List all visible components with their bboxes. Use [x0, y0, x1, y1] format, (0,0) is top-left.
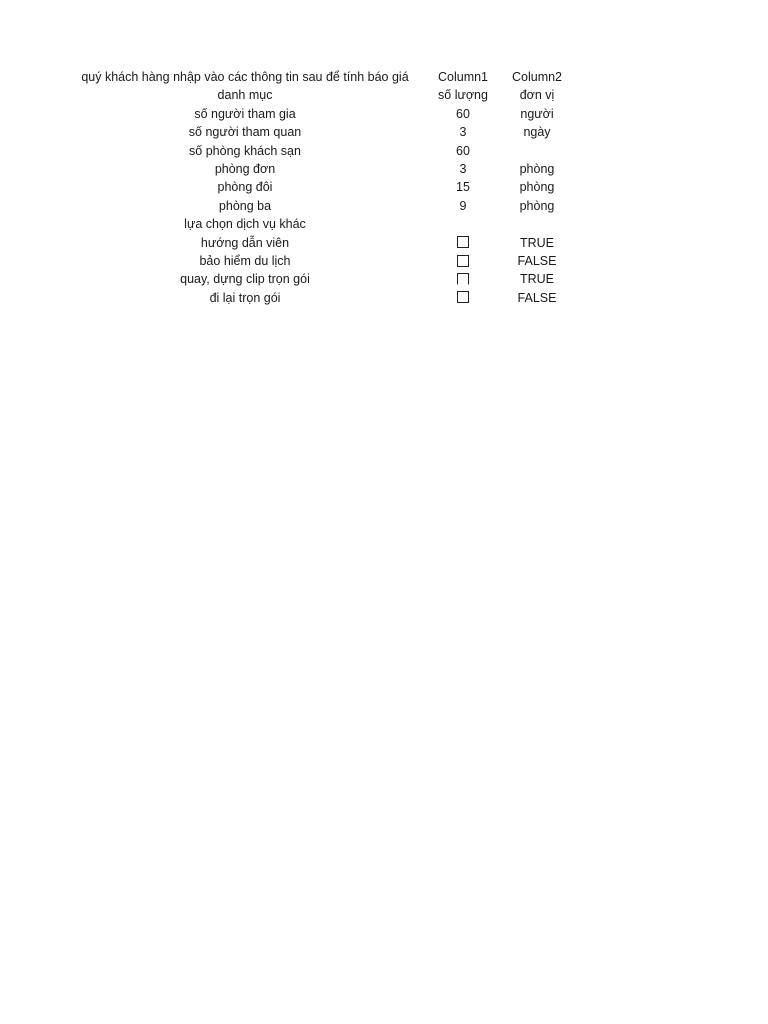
row-label: phòng đôi: [217, 180, 273, 195]
quantity-cell[interactable]: 9: [459, 198, 467, 213]
quantity-cell[interactable]: 15: [456, 180, 470, 195]
video-package-checkbox[interactable]: [457, 273, 469, 285]
unit-header: đơn vị: [519, 88, 555, 103]
row-label: số người tham gia: [194, 106, 296, 121]
sheet-title: quý khách hàng nhập vào các thông tin sau để tính báo giá: [81, 70, 409, 84]
quantity-cell[interactable]: 60: [456, 143, 470, 158]
category-header: danh mục: [217, 88, 273, 103]
header-row: [76, 68, 576, 86]
service-value: TRUE: [519, 272, 555, 287]
unit-cell: phòng: [519, 161, 555, 176]
unit-cell: ngày: [523, 125, 551, 140]
service-row-travel-insurance: [76, 252, 576, 270]
service-value: FALSE: [517, 253, 557, 268]
row-single-rooms: [76, 160, 576, 178]
service-row-video-package: [76, 270, 576, 288]
service-value: TRUE: [519, 235, 555, 250]
quantity-cell[interactable]: 60: [456, 106, 470, 121]
row-double-rooms: [76, 178, 576, 196]
subheader-row: [76, 86, 576, 104]
quantity-cell[interactable]: 3: [459, 125, 467, 140]
unit-cell: phòng: [519, 180, 555, 195]
service-row-tour-guide: [76, 234, 576, 252]
transport-package-checkbox[interactable]: [457, 291, 469, 303]
unit-cell: người: [520, 106, 554, 121]
quote-sheet: [76, 68, 576, 307]
service-checkbox-cell: [426, 289, 500, 307]
service-value: FALSE: [517, 290, 557, 305]
services-section-label: lựa chọn dịch vụ khác: [184, 217, 306, 232]
quantity-header: số lượng: [438, 88, 488, 103]
unit-cell: phòng: [519, 198, 555, 213]
row-label: phòng ba: [218, 198, 272, 213]
row-triple-rooms: [76, 197, 576, 215]
service-checkbox-cell: [426, 270, 500, 288]
travel-insurance-checkbox[interactable]: [457, 255, 469, 267]
column1-header: Column1: [437, 70, 489, 84]
column2-header: Column2: [511, 70, 563, 84]
service-label: đi lại trọn gói: [209, 290, 281, 305]
row-visitors: [76, 123, 576, 141]
service-label: quay, dựng clip trọn gói: [180, 272, 310, 287]
row-label: số người tham quan: [188, 125, 302, 140]
service-label: hướng dẫn viên: [200, 235, 290, 250]
row-hotel-rooms: [76, 142, 576, 160]
service-row-transport-package: [76, 289, 576, 307]
service-label: bảo hiểm du lịch: [199, 253, 291, 268]
tour-guide-checkbox[interactable]: [457, 236, 469, 248]
row-participants: [76, 105, 576, 123]
services-section-row: [76, 215, 576, 233]
row-label: số phòng khách sạn: [189, 143, 301, 158]
service-checkbox-cell: [426, 234, 500, 252]
quantity-cell[interactable]: 3: [459, 161, 467, 176]
row-label: phòng đơn: [214, 161, 276, 176]
service-checkbox-cell: [426, 252, 500, 270]
